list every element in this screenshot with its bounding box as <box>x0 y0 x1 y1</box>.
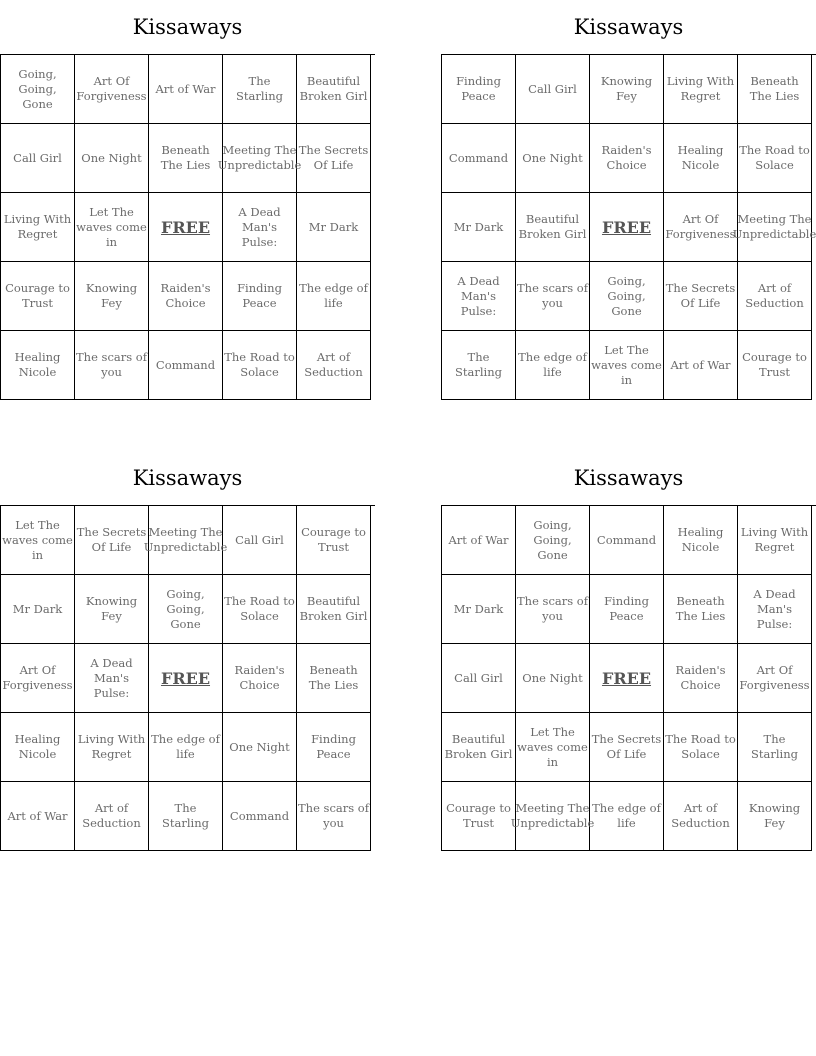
bingo-cell: Command <box>590 506 664 575</box>
bingo-cell: Courage to Trust <box>297 506 371 575</box>
bingo-cell: The edge of life <box>516 331 590 400</box>
card-title: Kissaways <box>573 466 684 490</box>
bingo-cell: The edge of life <box>149 713 223 782</box>
bingo-cell: Art of War <box>1 782 75 851</box>
bingo-card-2 <box>441 0 816 400</box>
bingo-cell: Finding Peace <box>590 575 664 644</box>
card-title: Kissaways <box>132 15 243 39</box>
bingo-cell: Command <box>442 124 516 193</box>
bingo-cell: Finding Peace <box>442 55 516 124</box>
bingo-cell: The Starling <box>738 713 812 782</box>
bingo-cell: Beneath The Lies <box>149 124 223 193</box>
free-space-cell: FREE <box>149 644 223 713</box>
bingo-cell: Art Of Forgiveness <box>664 193 738 262</box>
bingo-cell: Courage to Trust <box>738 331 812 400</box>
bingo-cell: The Starling <box>223 55 297 124</box>
bingo-cell: Art of War <box>442 506 516 575</box>
bingo-cell: The edge of life <box>590 782 664 851</box>
bingo-cell: Meeting The Unpredictable <box>738 193 812 262</box>
bingo-grid <box>0 54 375 400</box>
bingo-cell: Healing Nicole <box>1 713 75 782</box>
bingo-cell: Meeting The Unpredictable <box>149 506 223 575</box>
bingo-cell: Living With Regret <box>664 55 738 124</box>
bingo-cell: Living With Regret <box>1 193 75 262</box>
bingo-cell: One Night <box>516 124 590 193</box>
bingo-cell: Art of War <box>664 331 738 400</box>
bingo-grid <box>441 54 816 400</box>
bingo-cell: The Starling <box>442 331 516 400</box>
bingo-cell: The edge of life <box>297 262 371 331</box>
bingo-cell: The scars of you <box>297 782 371 851</box>
bingo-cell: Art Of Forgiveness <box>1 644 75 713</box>
bingo-cell: A Dead Man's Pulse: <box>223 193 297 262</box>
bingo-card-4 <box>441 451 816 851</box>
bingo-cell: Beneath The Lies <box>664 575 738 644</box>
bingo-cell: Beautiful Broken Girl <box>516 193 590 262</box>
bingo-cell: One Night <box>75 124 149 193</box>
bingo-cell: Art of Seduction <box>738 262 812 331</box>
bingo-grid <box>441 505 816 851</box>
bingo-cell: A Dead Man's Pulse: <box>442 262 516 331</box>
bingo-cell: Raiden's Choice <box>149 262 223 331</box>
bingo-cell: Let The waves come in <box>516 713 590 782</box>
bingo-cell: The Secrets Of Life <box>75 506 149 575</box>
bingo-cell: Art Of Forgiveness <box>75 55 149 124</box>
bingo-cell: One Night <box>516 644 590 713</box>
bingo-grid <box>0 505 375 851</box>
bingo-cell: Command <box>149 331 223 400</box>
bingo-cell: Art of Seduction <box>664 782 738 851</box>
free-space-cell: FREE <box>590 644 664 713</box>
bingo-cell: Going, Going, Gone <box>1 55 75 124</box>
bingo-cell: The Road to Solace <box>223 575 297 644</box>
bingo-cell: Knowing Fey <box>738 782 812 851</box>
bingo-cell: The Secrets Of Life <box>664 262 738 331</box>
bingo-cell: Command <box>223 782 297 851</box>
free-space-cell: FREE <box>590 193 664 262</box>
bingo-cell: Healing Nicole <box>664 506 738 575</box>
bingo-cell: Finding Peace <box>297 713 371 782</box>
bingo-cell: Meeting The Unpredictable <box>223 124 297 193</box>
bingo-cell: Knowing Fey <box>590 55 664 124</box>
bingo-cell: One Night <box>223 713 297 782</box>
bingo-cell: Call Girl <box>442 644 516 713</box>
bingo-cell: Knowing Fey <box>75 262 149 331</box>
bingo-cell: Let The waves come in <box>1 506 75 575</box>
bingo-cell: Art of Seduction <box>75 782 149 851</box>
bingo-cell: Living With Regret <box>738 506 812 575</box>
bingo-cell: Going, Going, Gone <box>516 506 590 575</box>
bingo-cell: A Dead Man's Pulse: <box>75 644 149 713</box>
bingo-cell: Beautiful Broken Girl <box>442 713 516 782</box>
card-title: Kissaways <box>132 466 243 490</box>
card-title: Kissaways <box>573 15 684 39</box>
bingo-cell: The scars of you <box>516 262 590 331</box>
bingo-cell: Beautiful Broken Girl <box>297 55 371 124</box>
free-space-cell: FREE <box>149 193 223 262</box>
bingo-cell: Going, Going, Gone <box>149 575 223 644</box>
bingo-cell: The scars of you <box>75 331 149 400</box>
bingo-cell: The Secrets Of Life <box>590 713 664 782</box>
bingo-cell: Going, Going, Gone <box>590 262 664 331</box>
bingo-cell: Knowing Fey <box>75 575 149 644</box>
bingo-cell: Mr Dark <box>442 193 516 262</box>
bingo-cell: Art of Seduction <box>297 331 371 400</box>
bingo-cell: Beneath The Lies <box>738 55 812 124</box>
bingo-card-3 <box>0 451 375 851</box>
bingo-cell: Living With Regret <box>75 713 149 782</box>
bingo-cell: The Road to Solace <box>738 124 812 193</box>
bingo-cell: Mr Dark <box>442 575 516 644</box>
bingo-cell: Courage to Trust <box>442 782 516 851</box>
bingo-cell: The Road to Solace <box>223 331 297 400</box>
bingo-card-1 <box>0 0 375 400</box>
bingo-cell: Let The waves come in <box>75 193 149 262</box>
bingo-cell: Beneath The Lies <box>297 644 371 713</box>
bingo-cell: The Secrets Of Life <box>297 124 371 193</box>
bingo-cell: Call Girl <box>1 124 75 193</box>
bingo-cell: Let The waves come in <box>590 331 664 400</box>
bingo-cell: The Road to Solace <box>664 713 738 782</box>
bingo-cell: Raiden's Choice <box>223 644 297 713</box>
bingo-cell: Healing Nicole <box>664 124 738 193</box>
bingo-cell: A Dead Man's Pulse: <box>738 575 812 644</box>
bingo-cell: The scars of you <box>516 575 590 644</box>
bingo-cell: Call Girl <box>223 506 297 575</box>
bingo-cell: Raiden's Choice <box>590 124 664 193</box>
bingo-cell: Art of War <box>149 55 223 124</box>
bingo-cell: Art Of Forgiveness <box>738 644 812 713</box>
bingo-cell: Meeting The Unpredictable <box>516 782 590 851</box>
bingo-cell: Raiden's Choice <box>664 644 738 713</box>
bingo-cell: Mr Dark <box>297 193 371 262</box>
bingo-cell: Courage to Trust <box>1 262 75 331</box>
bingo-cell: Beautiful Broken Girl <box>297 575 371 644</box>
bingo-cell: Healing Nicole <box>1 331 75 400</box>
bingo-cell: Mr Dark <box>1 575 75 644</box>
bingo-cell: Call Girl <box>516 55 590 124</box>
bingo-cell: Finding Peace <box>223 262 297 331</box>
bingo-cell: The Starling <box>149 782 223 851</box>
